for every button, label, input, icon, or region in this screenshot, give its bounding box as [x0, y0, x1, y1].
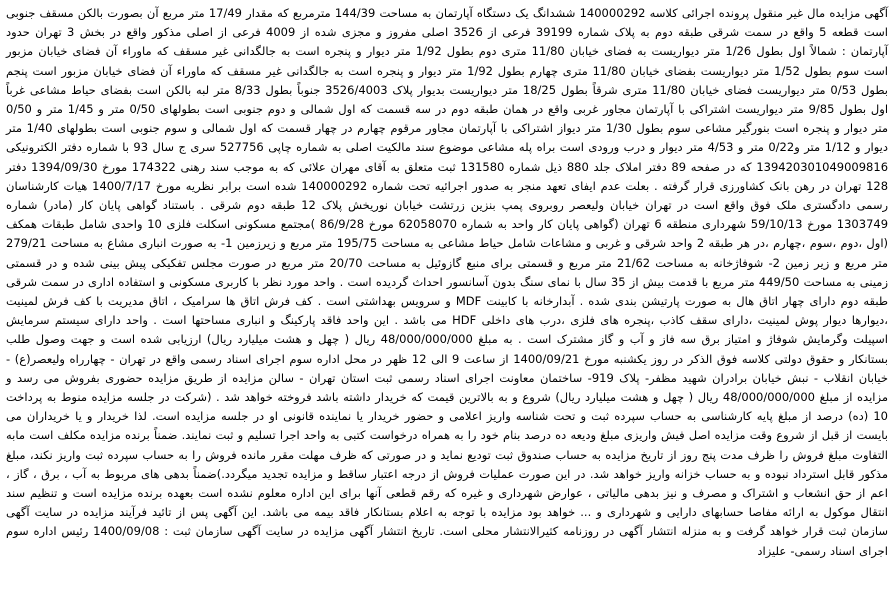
auction-notice-text: آگهی مزایده مال غیر منقول پرونده اجرائی کلاسه 140000292 ششدانگ یک دستگاه آپارتمان به مساحت 144/39 مترمربع که مقدار 17/49 متر مربع آن بصورت بالکن مسقف جنوبی است قطعه 5 واقع در سمت شرقی طبقه دوم به پلاک شماره 39199 فرعی از 3526 اصلی مفروز و مجزی شده از 4009 فرعی از اصلی مذکور واقع در بخش 3 تهران حدود آپارتمان : شمالاً اول بطول 1/26 متر دیواریست به فضای خیابان 11/80 متری دوم بطول 1/92 متر دیوار و پنجره است به جالگدانی غیر مسقف که ماوراء آن فضای خیابان مزبور است سوم بطول 1/52 متر دیواریست بفضای خیابان 11/80 متری چهارم بطول 1/92 متر دیوار و پنجره است به جالگدانی غیر مسقف که ماوراء آن فضای خیابان مزبور است پنجم بطول 0/53 متر دیواریست فضای خیابان 11/80 متری شرقاً بطول 18/25 متر دیواریست بدیوار پلاک 3526/4003 جنوباً بطول 8/33 متر لبه بالکن است بفضای حیاط مشاعی غرباً اول بطول 9/85 متر دیواریست اشتراکی با آپارتمان مجاور غربی واقع در همان طبقه دوم در سه قسمت که اول شمالی و دوم جنوبی است بطولهای 0/50 متر و 1/45 متر و 0/50 متر دیوار و پنجره است بنورگیر مشاعی سوم بطول 1/30 متر دیواز اشتراکی با آپارتمان مجاور مرقوم چهارم در چهار قسمت که اول شمالی و سوم جنوبی است بطولهای 1/40 متر دیوار و 1/12 متر و0/22 متر و 4/53 متر دیوار و درب ورودی است براه پله مشاعی موضوع سند مالکیت اصلی به شماره چاپی 527756 سری ج سال 93 با شماره دفتر الکترونیکی 139420301049009816 که در صفحه 89 دفتر املاک جلد 880 ذیل شماره 131580 ثبت متعلق به آقای مهران علائی که به موجب سند رهنی 174322 مورخ 1394/09/30 دفتر 128 تهران در رهن بانک کشاورزی قرار گرفته . بعلت عدم ایفای تعهد منجر به صدور اجرائیه تحت شماره 140000292 شده است برابر نظریه مورخ 1400/7/17 هیات کارشناسان رسمی دادگستری ملک فوق واقع است در تهران خیابان ولیعصر روبروی پمپ بنزین زرتشت خیابان نوریخش پلاک 12 طبقه دوم شرقی . باستناد گواهی پایان کار (مادر) شماره 1303749 مورخ 59/10/13 شهرداری منطقه 6 تهران (گواهی پایان کار واحد به شماره 62058070 مورخ 86/9/28 )مجتمع مسکونی اسکلت فلزی 10 واحدی شامل طبقات همکف (اول ،دوم ،سوم ،چهارم ،در هر طبقه 2 واحد شرقی و غربی و مشاعات شامل حیاط مشاعی به مساحت 195/75 متر مربع و زیرزمین 1- به صورت انباری مشاع به مساحت 279/21 متر مربع و زیر زمین 2- شوفاژخانه به مساحت 21/62 متر مربع و قسمتی برای منبع گازوئیل به مساحت 20/70 متر مربع در صورت مجلس تفکیکی پیش بینی شده و در قسمتی زمینی به مساحت 449/50 متر مربع با قدمت بیش از 35 سال با نمای سنگ بدون آسانسور احداث گردیده است . واحد مورد نظر با کاربری مسکونی و استفاده اداری در سمت شرقی طبقه دوم دارای چهار اتاق هال به صورت پارتیشن بندی شده . آبدارخانه با کابینت MDF و سرویس بهداشتی است . کف فرش اتاق ها سرامیک ، اتاق مدیریت با کف فرش لمینیت ،دیوارها دیوار پوش لمینیت ،دارای سقف کاذب ،پنجره های فلزی ،درب های داخلی HDF می باشد . این واحد فاقد پارکینگ و انباری مساحتها است . واحد دارای سیستم سرمایش اسپیلت وگرمایش شوفاژ و امتیاز برق سه فاز و آب و گاز مشترک است . به مبلغ 48/000/000/000 ریال ( چهل و هشت میلیارد ریال) ارزیابی شده است و جهت وصول طلب بستانکار و حقوق دولتی کلاسه فوق الذکر در روز یکشنبه مورخ 1400/09/21 از ساعت 9 الی 12 ظهر در محل اداره سوم اجرای اسناد رسمی واقع در تهران - چهارراه ولیعصر(ع) - خیابان انقلاب - نبش خیابان برادران شهید مظفر- پلاک 919- ساختمان معاونت اجرای اسناد رسمی ثبت استان تهران - سالن مزایده از طریق مزایده حضوری بفروش می رسد و مزایده از مبلغ 48/000/000/000 ریال ( چهل و هشت میلیارد ریال) شروع و به بالاترین قیمت که خریدار داشته باشد فروخته خواهد شد . (شرکت در جلسه مزایده منوط به پرداخت 10 (ده) درصد از مبلغ پایه کارشناسی به حساب سپرده ثبت و تحت شناسه واریز اعلامی و حضور خریدار یا نماینده قانونی او در جلسه مزایده است. لذا خریدار و یا خریداران می بایست از قبل از شروع وقت مزایده اصل فیش واریزی مبلغ ودیعه ده درصد بنام خود را به همراه درخواست کتبی به واحد اجرا تسلیم و ثبت نمایند. ضمناً برنده مزایده مکلف است مابه التفاوت مبلغ فروش را ظرف مدت پنج روز از تاریخ مزایده به حساب صندوق ثبت تودیع نماید و در صورتی که ظرف مهلت مقرر مانده فروش را به حساب سپرده ثبت واریز نکند، مبلغ مذکور قابل استرداد نبوده و به حساب خزانه واریز خواهد شد. در این صورت عملیات فروش از درجه اعتبار ساقط و مزایده تجدید میگردد.)ضمناً بدهی های مربوط به آب ، برق ، گاز ، اعم از حق انشعاب و اشتراک و مصرف و نیز بدهی مالیاتی ، عوارض شهرداری و غیره که رقم قطعی آنها برای این اداره معلوم نشده است بعهده برنده مزایده است و تنظیم سند انتقال موکول به ارائه مفاصا حسابهای دارایی و شهرداری و ... خواهد بود مزایده با توجه به اعلام بستانکار فاقد بیمه می باشد. این آگهی پس از تائید فرآیند مزایده در سایت آگهی سازمان ثبت قرار خواهد گرفت و به منزله انتشار آگهی در روزنامه کثیرالانتشار محلی است. تاریخ انتشار آگهی مزایده در سایت آگهی سازمان ثبت : 1400/09/08 رئیس اداره سوم اجرای اسناد رسمی- علیزاد	[6, 6, 889, 558]
